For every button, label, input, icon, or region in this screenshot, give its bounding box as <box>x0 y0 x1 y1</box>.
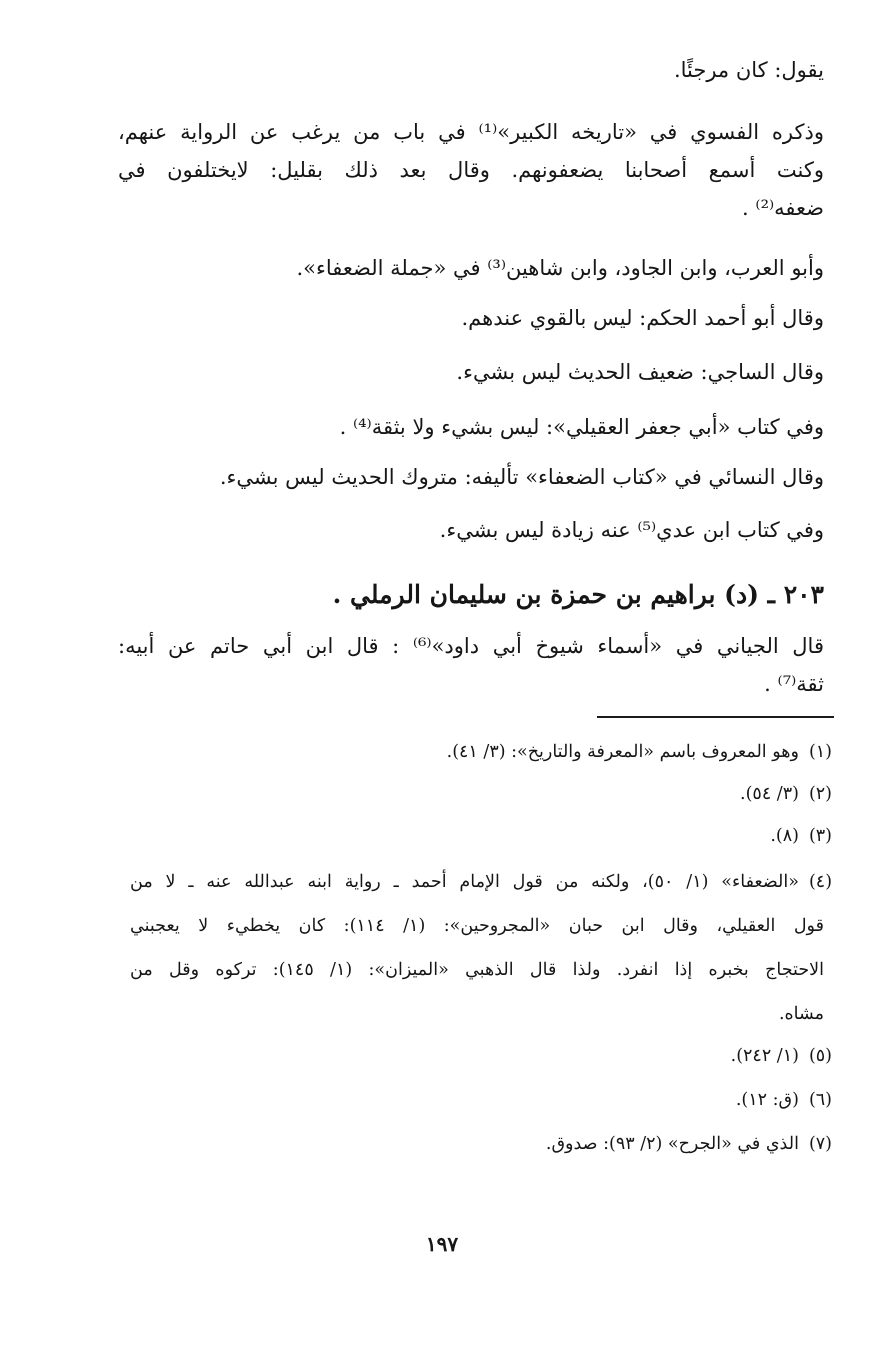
body-line: وفي كتاب ابن عدي⁽⁵⁾ عنه زيادة ليس بشيء. <box>439 518 824 542</box>
footnote-text: الذي في «الجرح» (٢/ ٩٣): صدوق. <box>545 1134 799 1154</box>
footnote-number: (٤) <box>808 872 833 892</box>
footnote-text: «الضعفاء» (١/ ٥٠)، ولكنه من قول الإمام أحمد ـ رواية ابنه عبدالله عنه ـ لا من <box>130 872 799 892</box>
body-line: قال الجياني في «أسماء شيوخ أبي داود»⁽⁶⁾ : قال ابن أبي حاتم عن أبيه: <box>118 634 824 658</box>
footnote-text: (ق: ١٢). <box>735 1090 799 1110</box>
body-line: وكنت أسمع أصحابنا يضعفونهم. وقال بعد ذلك بقليل: لايختلفون في <box>118 158 824 182</box>
footnote-number: (٣) <box>808 826 832 846</box>
footnote-number: (٢) <box>808 784 832 804</box>
footnote-text: (١/ ٢٤٢). <box>730 1046 799 1066</box>
body-line: وذكره الفسوي في «تاريخه الكبير»⁽¹⁾ في باب من يرغب عن الرواية عنهم، <box>118 120 824 144</box>
footnote-5 <box>731 1046 832 1066</box>
footnote-4 <box>130 872 832 892</box>
footnote-4-continuation: الاحتجاج بخبره إذا انفرد. ولذا قال الذهبي «الميزان»: (١/ ١٤٥): تركوه وقل من <box>130 960 824 980</box>
footnote-3 <box>770 826 832 846</box>
footnote-number: (١) <box>808 742 832 762</box>
body-line: وقال الساجي: ضعيف الحديث ليس بشيء. <box>456 360 824 384</box>
footnote-7 <box>546 1134 832 1154</box>
body-line: وقال النسائي في «كتاب الضعفاء» تأليفه: متروك الحديث ليس بشيء. <box>219 465 824 489</box>
body-line: وقال أبو أحمد الحكم: ليس بالقوي عندهم. <box>461 306 824 330</box>
footnote-number: (٦) <box>808 1090 832 1110</box>
footnote-6 <box>736 1090 832 1110</box>
body-line: وأبو العرب، وابن الجاود، وابن شاهين⁽³⁾ في «جملة الضعفاء». <box>296 256 824 280</box>
footnote-2 <box>740 784 832 804</box>
footnote-4-continuation: قول العقيلي، وقال ابن حبان «المجروحين»: (١/ ١١٤): كان يخطيء لا يعجبني <box>130 916 824 936</box>
body-line: وفي كتاب «أبي جعفر العقيلي»: ليس بشيء ولا بثقة⁽⁴⁾ . <box>339 415 824 439</box>
body-line: ثقة⁽⁷⁾ . <box>764 672 824 696</box>
footnote-text: وهو المعروف باسم «المعرفة والتاريخ»: (٣/ ٤١). <box>446 742 799 762</box>
footnote-number: (٥) <box>808 1046 832 1066</box>
footnote-1 <box>447 742 832 762</box>
body-line: ضعفه⁽²⁾ . <box>742 196 824 220</box>
footnote-text: (٣/ ٥٤). <box>740 784 799 804</box>
body-line: يقول: كان مرجئًا. <box>673 58 824 82</box>
footnote-number: (٧) <box>808 1134 832 1154</box>
footnote-4-continuation: مشاه. <box>778 1004 824 1024</box>
page-number: ١٩٧ <box>425 1232 459 1256</box>
footnote-divider <box>597 716 834 718</box>
entry-heading: ٢٠٣ ـ (د) براهيم بن حمزة بن سليمان الرملي . <box>332 580 824 609</box>
footnote-text: (٨). <box>770 826 799 846</box>
